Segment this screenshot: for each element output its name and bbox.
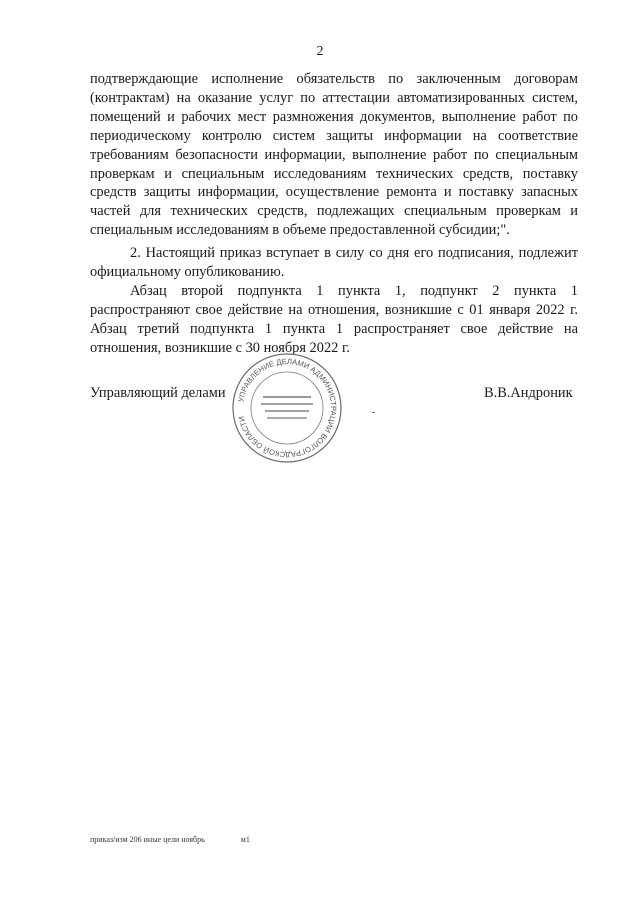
footer-filename: приказ/изм 206 иные цели ноябрь [90,835,205,844]
footer-mark: м1 [240,835,250,844]
official-seal [231,352,343,464]
signatory-name: В.В.Андроник [484,385,573,401]
paragraph-applicability: Абзац второй подпункта 1 пункта 1, подпункт 2 пункта 1 распространяют свое действие на отношения, возникшие с 01 января 2022 г. Абзац третий подпункта 1 пункта 1 распространяет свое действие на отношения, возникшие с 30 ноября 2022 г. [90,282,578,356]
page-number: 2 [316,44,324,59]
seal-ring-text: УПРАВЛЕНИЕ ДЕЛАМИ АДМИНИСТРАЦИИ ВОЛГОГРАДСКОЙ ОБЛАСТИ [236,356,339,460]
signatory-position: Управляющий делами [90,385,226,401]
ink-speck [372,412,375,413]
paragraph-continuation: подтверждающие исполнение обязательств по заключенным договорам (контрактам) на оказание услуг по аттестации автоматизированных систем, помещений и рабочих мест размножения документов, выполнение работ по периодическому контролю систем защиты информации на соответствие требованиям безопасности информации, выполнение работ по специальным проверкам и специальным исследованиям технических средств, поставку средств защиты информации, осуществление ремонта и поставку запасных частей для технических средств, подлежащих специальным проверкам и специальным исследованиям в объеме предоставленной субсидии;". [90,71,578,239]
body-text [90,70,578,358]
paragraph-effective-date: 2. Настоящий приказ вступает в силу со дня его подписания, подлежит официальному опубликованию. [90,245,578,281]
footer [90,835,250,844]
